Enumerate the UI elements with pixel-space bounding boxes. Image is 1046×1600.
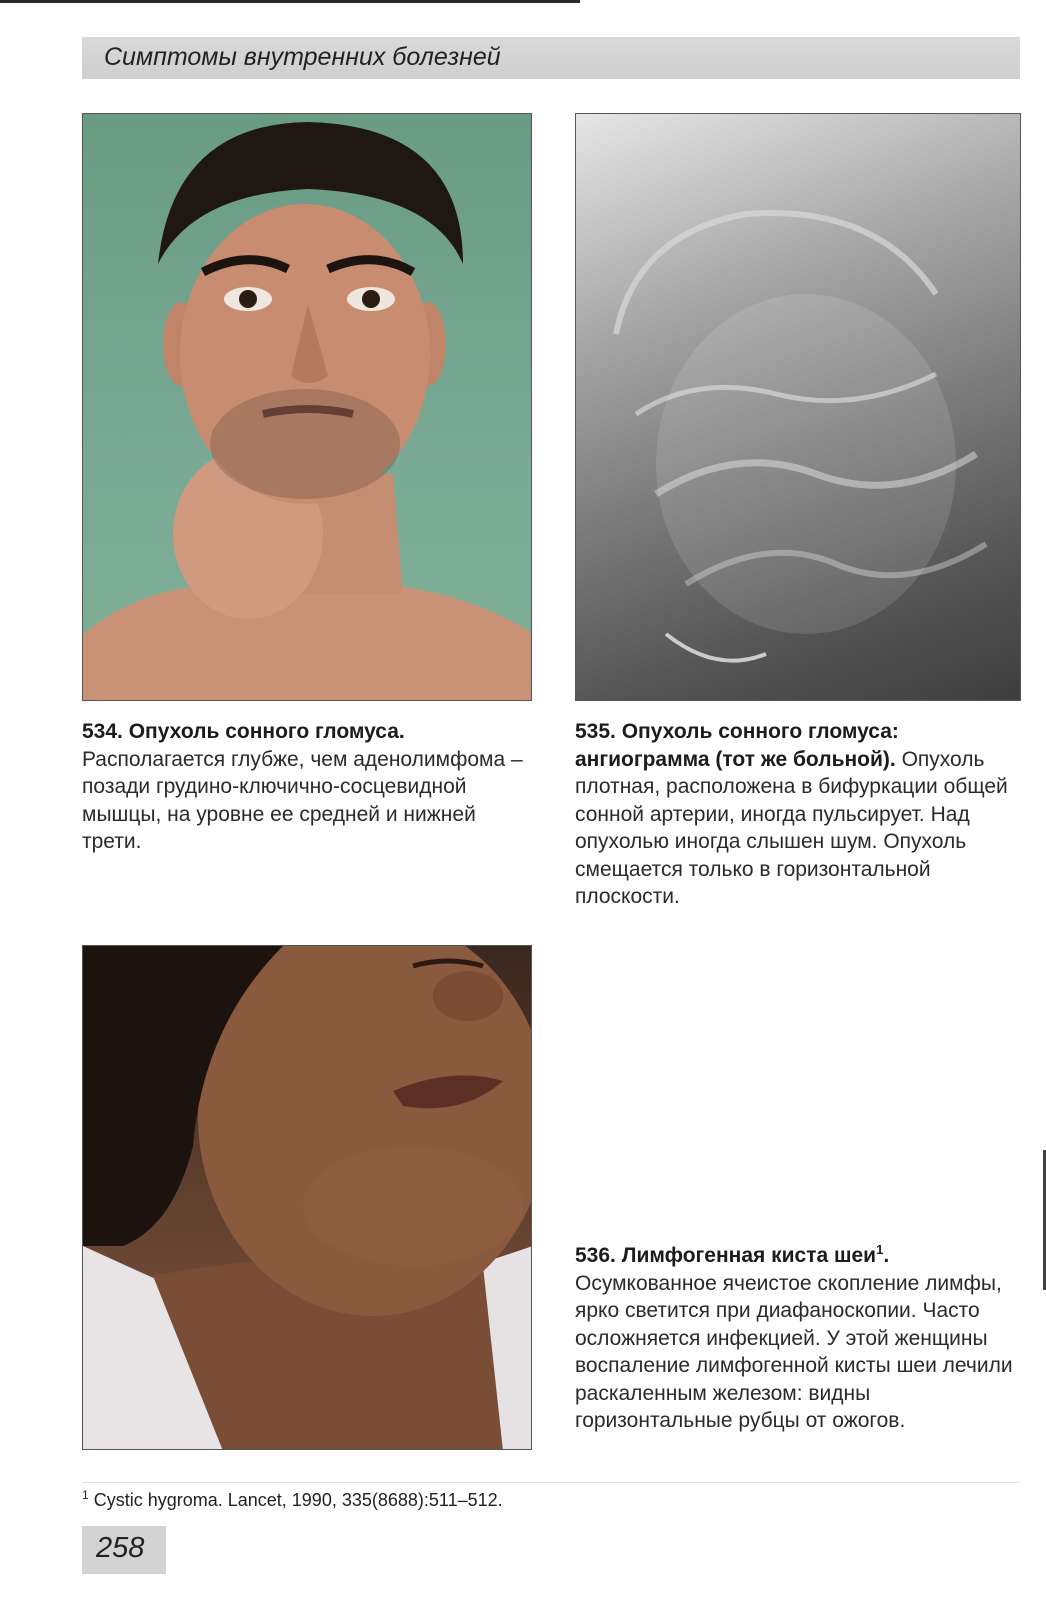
- photo-535-angiogram: [575, 113, 1021, 701]
- photo-536-illustration: [83, 946, 532, 1450]
- caption-535-text: Опухоль плотная, расположена в бифуркации общей сонной артерии, иногда пульсирует. Над опухолью иногда слышен шум. Опухоль смещается только в горизонтальной плоскости.: [575, 747, 1008, 908]
- caption-534: [82, 718, 532, 856]
- running-header: [82, 37, 1020, 79]
- footnote-marker: 1: [82, 1488, 89, 1502]
- caption-534-title: 534. Опухоль сонного гломуса.: [82, 720, 405, 743]
- caption-536: [575, 1236, 1021, 1435]
- caption-536-title: [575, 1244, 889, 1267]
- caption-536-footnote-marker: 1: [876, 1242, 884, 1257]
- footnote: [82, 1488, 503, 1511]
- page-number: 258: [96, 1532, 145, 1564]
- photo-534-illustration: [83, 114, 532, 701]
- photo-535-illustration: [576, 114, 1021, 701]
- photo-536-patient-neck-cyst: [82, 945, 532, 1450]
- caption-536-title-text: 536. Лимфогенная киста шеи: [575, 1244, 877, 1267]
- caption-536-text: Осумкованное ячеистое скопление лимфы, ярко светится при диафаноскопии. Часто осложняется инфекцией. У этой женщины воспаление лимфогенной кисты шеи лечили раскаленным железом: видны горизонтальные рубцы от ожогов.: [575, 1271, 1013, 1432]
- footnote-divider: [82, 1482, 1020, 1483]
- page-number-box: [82, 1526, 166, 1574]
- caption-535-title: 535. Опухоль сонного гломуса: ангиограмма (тот же больной).: [575, 720, 899, 771]
- caption-535: [575, 718, 1021, 911]
- footnote-text: Cystic hygroma. Lancet, 1990, 335(8688):511–512.: [93, 1490, 503, 1510]
- caption-534-text: Располагается глубже, чем аденолимфома – позади грудино-ключично-сосцевидной мышцы, на уровне ее средней и нижней трети.: [82, 747, 523, 853]
- photo-534-patient-neck-tumor: [82, 113, 532, 701]
- running-title: Симптомы внутренних болезней: [104, 43, 501, 71]
- caption-536-title-end: .: [883, 1244, 890, 1267]
- page-top-edge: [0, 0, 580, 3]
